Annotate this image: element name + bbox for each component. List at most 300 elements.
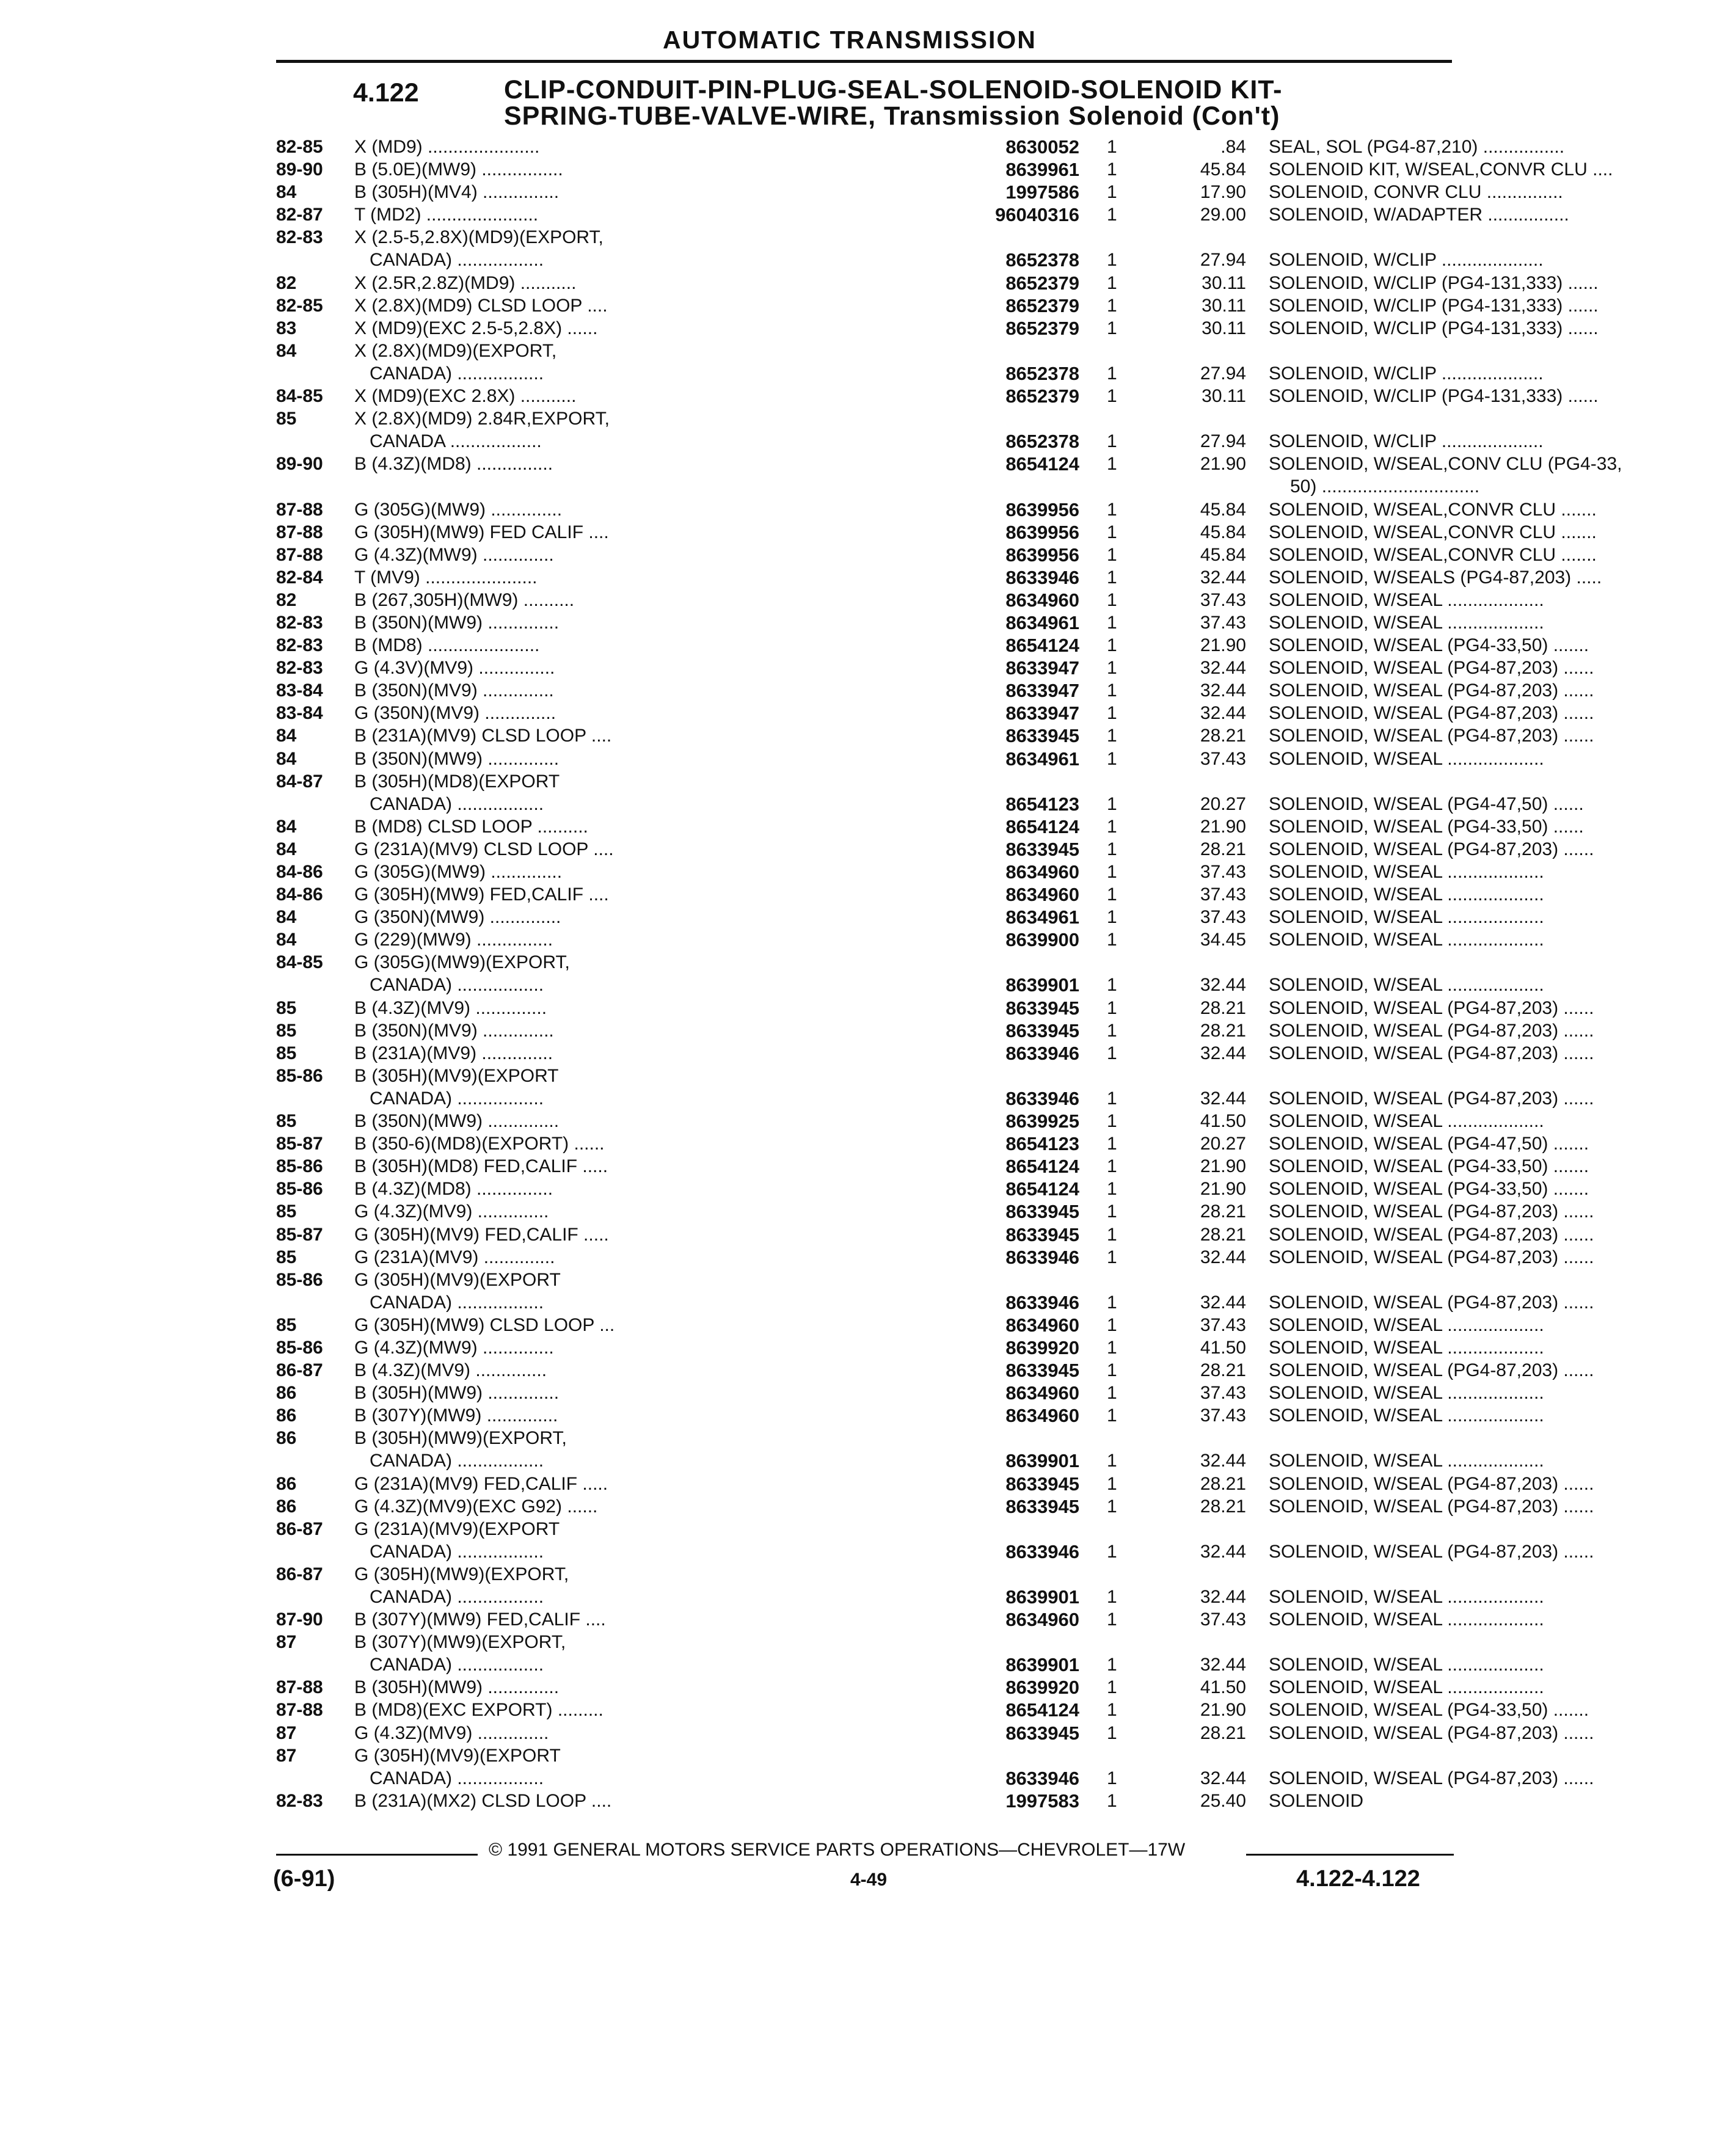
- price: 32.44: [1200, 680, 1246, 701]
- part-row: [276, 1699, 1589, 1721]
- part-row: [276, 385, 1599, 407]
- part-row: [276, 1563, 1455, 1586]
- quantity: 1: [1107, 1451, 1117, 1471]
- part-row: [276, 974, 1544, 996]
- quantity: 1: [1107, 1700, 1117, 1721]
- application: X (2.5-5,2.8X)(MD9)(EXPORT,: [354, 227, 604, 248]
- description: SOLENOID, W/SEAL (PG4-87,203) ......: [1269, 1722, 1594, 1743]
- application: T (MV9) ......................: [354, 567, 538, 588]
- part-number: 8639961: [1005, 159, 1079, 181]
- application: G (305H)(MW9) CLSD LOOP ...: [354, 1314, 615, 1335]
- part-number: 8652378: [1005, 249, 1079, 271]
- part-row: [276, 1200, 1594, 1223]
- part-row: [276, 498, 1597, 521]
- part-row: [276, 883, 1544, 906]
- part-row: [276, 1223, 1594, 1246]
- application: CANADA) .................: [370, 1088, 544, 1109]
- application: B (305H)(MD8) FED,CALIF .....: [354, 1156, 608, 1177]
- year-range: 85: [276, 1111, 297, 1132]
- year-range: 82: [276, 589, 297, 610]
- quantity: 1: [1107, 1179, 1117, 1200]
- price: 20.27: [1200, 793, 1246, 814]
- part-row: [276, 1744, 1455, 1767]
- price: 28.21: [1200, 1224, 1246, 1245]
- price: 21.90: [1200, 816, 1246, 837]
- application: CANADA) .................: [370, 1655, 544, 1675]
- part-row: [276, 249, 1544, 271]
- price: 37.43: [1200, 1383, 1246, 1404]
- application: B (MD8)(EXC EXPORT) .........: [354, 1700, 604, 1721]
- quantity: 1: [1107, 793, 1117, 814]
- description: SOLENOID, W/SEAL ...................: [1269, 1587, 1544, 1607]
- description: SOLENOID, W/SEAL ...................: [1269, 1111, 1544, 1132]
- year-range: 86: [276, 1428, 297, 1449]
- part-row: [276, 1653, 1544, 1676]
- quantity: 1: [1107, 884, 1117, 905]
- part-number: 8652378: [1005, 362, 1079, 384]
- description: SOLENOID, W/SEAL ...................: [1269, 1677, 1544, 1698]
- year-range: 85-86: [276, 1337, 323, 1358]
- part-number: 8634960: [1005, 1609, 1079, 1631]
- year-range: 84: [276, 816, 297, 837]
- application: B (305H)(MW9) ..............: [354, 1383, 560, 1404]
- year-range: 87-88: [276, 522, 323, 542]
- price: 21.90: [1200, 1700, 1246, 1721]
- year-range: 86: [276, 1405, 297, 1426]
- part-row: [276, 1631, 1455, 1653]
- application: G (305H)(MW9)(EXPORT,: [354, 1564, 569, 1584]
- price: 45.84: [1200, 522, 1246, 542]
- quantity: 1: [1107, 137, 1117, 157]
- part-row: [276, 294, 1599, 317]
- quantity: 1: [1107, 250, 1117, 271]
- quantity: 1: [1107, 1360, 1117, 1381]
- year-range: 85: [276, 997, 297, 1018]
- year-range: 84-86: [276, 862, 323, 882]
- year-range: 84: [276, 839, 297, 859]
- part-number: 8634961: [1005, 748, 1079, 770]
- price: 32.44: [1200, 703, 1246, 724]
- quantity: 1: [1107, 159, 1117, 180]
- year-range: 87-88: [276, 544, 323, 565]
- application: CANADA) .................: [370, 793, 544, 814]
- part-row: [276, 272, 1599, 294]
- part-number: 8639920: [1005, 1677, 1079, 1699]
- part-number: 1997586: [1005, 181, 1079, 203]
- quantity: 1: [1107, 205, 1117, 225]
- application: CANADA) .................: [370, 250, 544, 271]
- application: G (305H)(MV9)(EXPORT: [354, 1269, 561, 1290]
- quantity: 1: [1107, 1496, 1117, 1517]
- application: CANADA) .................: [370, 1768, 544, 1788]
- part-number: 8633946: [1005, 1767, 1079, 1789]
- application: B (305H)(MW9)(EXPORT,: [354, 1428, 567, 1449]
- price: 37.43: [1200, 1609, 1246, 1630]
- footer-rule-left: [276, 1854, 478, 1856]
- part-row: [276, 1790, 1455, 1812]
- part-row: [276, 1359, 1594, 1382]
- application: B (MD8) CLSD LOOP ..........: [354, 816, 588, 837]
- year-range: 82-83: [276, 1790, 323, 1811]
- year-range: 86: [276, 1473, 297, 1494]
- part-row: [276, 521, 1597, 544]
- quantity: 1: [1107, 816, 1117, 837]
- year-range: 89-90: [276, 454, 323, 475]
- application: B (231A)(MV9) ..............: [354, 1043, 553, 1063]
- part-number: 8633945: [1005, 725, 1079, 747]
- year-range: 85-86: [276, 1179, 323, 1200]
- description: 50) ...............................: [1290, 476, 1480, 497]
- part-row: [276, 226, 1455, 249]
- price: 37.43: [1200, 862, 1246, 882]
- application: X (MD9)(EXC 2.5-5,2.8X) ......: [354, 318, 598, 338]
- price: 32.44: [1200, 975, 1246, 996]
- quantity: 1: [1107, 726, 1117, 746]
- description: SOLENOID, W/SEAL (PG4-87,203) ......: [1269, 680, 1594, 701]
- price: 32.44: [1200, 1043, 1246, 1063]
- application: G (4.3Z)(MW9) ..............: [354, 1337, 554, 1358]
- part-row: [276, 770, 1455, 793]
- price: 27.94: [1200, 431, 1246, 452]
- description: SOLENOID, W/CLIP ....................: [1269, 431, 1544, 452]
- year-range: 89-90: [276, 159, 323, 180]
- part-row: [276, 1042, 1594, 1065]
- description: SOLENOID, W/SEAL ...................: [1269, 1655, 1544, 1675]
- year-range: 85: [276, 1247, 297, 1267]
- part-row: [276, 1473, 1594, 1495]
- description: SOLENOID, W/SEAL ...................: [1269, 884, 1544, 905]
- year-range: 85: [276, 1314, 297, 1335]
- quantity: 1: [1107, 907, 1117, 928]
- part-row: [276, 1586, 1544, 1608]
- footer-page-number: 4-49: [850, 1870, 888, 1890]
- application: B (267,305H)(MW9) ..........: [354, 589, 575, 610]
- description: SOLENOID, W/SEAL (PG4-87,203) ......: [1269, 703, 1594, 724]
- application: G (305H)(MW9) FED CALIF ....: [354, 522, 609, 542]
- description: SOLENOID, W/SEAL (PG4-87,203) ......: [1269, 1496, 1594, 1517]
- description: SOLENOID, W/SEAL (PG4-87,203) ......: [1269, 658, 1594, 679]
- year-range: 84: [276, 930, 297, 950]
- part-number: 8634960: [1005, 589, 1079, 611]
- price: 37.43: [1200, 589, 1246, 610]
- parts-list: [276, 136, 1622, 1812]
- price: 30.11: [1202, 272, 1246, 293]
- application: G (305G)(MW9)(EXPORT,: [354, 952, 570, 973]
- year-range: 84-85: [276, 386, 323, 407]
- part-row: [276, 1269, 1455, 1291]
- part-row: [276, 815, 1584, 838]
- quantity: 1: [1107, 1134, 1117, 1154]
- price: 30.11: [1202, 295, 1246, 316]
- year-range: 84: [276, 340, 297, 361]
- quantity: 1: [1107, 1201, 1117, 1222]
- quantity: 1: [1107, 862, 1117, 882]
- part-number: 8634961: [1005, 906, 1079, 928]
- quantity: 1: [1107, 1473, 1117, 1494]
- quantity: 1: [1107, 295, 1117, 316]
- part-row: [276, 1314, 1544, 1336]
- price: 28.21: [1200, 1473, 1246, 1494]
- part-number: 8633945: [1005, 1473, 1079, 1495]
- part-row: [276, 136, 1565, 158]
- part-row: [276, 566, 1602, 589]
- year-range: 87: [276, 1745, 297, 1766]
- description: SOLENOID, W/SEAL ...................: [1269, 930, 1544, 950]
- application: B (350N)(MV9) ..............: [354, 680, 554, 701]
- part-row: [276, 317, 1599, 340]
- application: G (305H)(MW9) FED,CALIF ....: [354, 884, 609, 905]
- price: 37.43: [1200, 907, 1246, 928]
- year-range: 82-83: [276, 227, 323, 248]
- description: SOLENOID, W/SEAL,CONVR CLU .......: [1269, 499, 1597, 520]
- part-number: 96040316: [995, 204, 1079, 226]
- part-row: [276, 1676, 1544, 1699]
- section-number: 4.122: [353, 78, 419, 108]
- description: SOLENOID, W/SEAL ...................: [1269, 1405, 1544, 1426]
- application: B (231A)(MV9) CLSD LOOP ....: [354, 726, 612, 746]
- year-range: 87-88: [276, 1700, 323, 1721]
- part-number: 8633946: [1005, 1087, 1079, 1109]
- year-range: 87-88: [276, 1677, 323, 1698]
- description: SOLENOID, W/SEAL (PG4-87,203) ......: [1269, 1473, 1594, 1494]
- part-row: [276, 657, 1594, 679]
- price: 28.21: [1200, 1722, 1246, 1743]
- quantity: 1: [1107, 1247, 1117, 1267]
- price: 21.90: [1200, 1156, 1246, 1177]
- price: 17.90: [1200, 182, 1246, 203]
- year-range: 86: [276, 1496, 297, 1517]
- part-number: 8654124: [1005, 815, 1079, 837]
- description: SOLENOID, W/SEAL (PG4-87,203) ......: [1269, 1292, 1594, 1313]
- part-number: 8652379: [1005, 294, 1079, 316]
- application: X (MD9) ......................: [354, 137, 540, 157]
- quantity: 1: [1107, 431, 1117, 452]
- part-number: 8633946: [1005, 1246, 1079, 1268]
- quantity: 1: [1107, 318, 1117, 338]
- part-number: 8652379: [1005, 385, 1079, 407]
- year-range: 84: [276, 907, 297, 928]
- application: G (4.3Z)(MV9) ..............: [354, 1201, 549, 1222]
- quantity: 1: [1107, 658, 1117, 679]
- description: SOLENOID, W/SEAL (PG4-87,203) ......: [1269, 1224, 1594, 1245]
- quantity: 1: [1107, 1292, 1117, 1313]
- description: SOLENOID, W/SEAL (PG4-47,50) ......: [1269, 793, 1584, 814]
- application: G (350N)(MV9) ..............: [354, 703, 556, 724]
- description: SOLENOID, W/SEALS (PG4-87,203) .....: [1269, 567, 1602, 588]
- year-range: 85: [276, 1201, 297, 1222]
- application: B (307Y)(MW9)(EXPORT,: [354, 1632, 566, 1653]
- description: SOLENOID: [1269, 1790, 1364, 1811]
- description: SOLENOID, W/SEAL (PG4-33,50) .......: [1269, 1156, 1589, 1177]
- application: B (350N)(MV9) ..............: [354, 1020, 554, 1041]
- application: B (305H)(MD8)(EXPORT: [354, 771, 560, 792]
- year-range: 85-86: [276, 1269, 323, 1290]
- quantity: 1: [1107, 454, 1117, 475]
- year-range: 83-84: [276, 703, 323, 724]
- part-number: 8652379: [1005, 272, 1079, 294]
- part-row: [276, 611, 1544, 634]
- part-row: [276, 793, 1584, 815]
- part-row: [276, 407, 1455, 430]
- application: B (305H)(MV4) ...............: [354, 182, 560, 203]
- year-range: 84-85: [276, 952, 323, 973]
- price: 32.44: [1200, 1451, 1246, 1471]
- quantity: 1: [1107, 1337, 1117, 1358]
- quantity: 1: [1107, 1790, 1117, 1811]
- part-row: [276, 906, 1544, 928]
- price: 28.21: [1200, 726, 1246, 746]
- year-range: 82-85: [276, 295, 323, 316]
- price: 29.00: [1200, 205, 1246, 225]
- description: SOLENOID, W/SEAL (PG4-33,50) .......: [1269, 1179, 1589, 1200]
- description: SOLENOID KIT, W/SEAL,CONVR CLU ....: [1269, 159, 1613, 180]
- section-title-line1: CLIP-CONDUIT-PIN-PLUG-SEAL-SOLENOID-SOLENOID KIT-: [504, 75, 1283, 104]
- price: 32.44: [1200, 1247, 1246, 1267]
- price: 45.84: [1200, 544, 1246, 565]
- part-row: [276, 1722, 1594, 1744]
- part-row: [276, 1495, 1594, 1518]
- description: SOLENOID, W/CLIP (PG4-131,333) ......: [1269, 318, 1599, 338]
- quantity: 1: [1107, 544, 1117, 565]
- description: SOLENOID, W/SEAL (PG4-87,203) ......: [1269, 1360, 1594, 1381]
- application: X (MD9)(EXC 2.8X) ...........: [354, 386, 577, 407]
- part-row: [276, 158, 1613, 181]
- application: X (2.8X)(MD9) CLSD LOOP ....: [354, 295, 608, 316]
- year-range: 82-83: [276, 658, 323, 679]
- application: G (231A)(MV9) FED,CALIF .....: [354, 1473, 608, 1494]
- part-number: 8633945: [1005, 1019, 1079, 1041]
- description: SOLENOID, W/SEAL ...................: [1269, 975, 1544, 996]
- quantity: 1: [1107, 1768, 1117, 1788]
- part-row: [276, 861, 1544, 883]
- quantity: 1: [1107, 522, 1117, 542]
- year-range: 85: [276, 1020, 297, 1041]
- price: 37.43: [1200, 1405, 1246, 1426]
- application: G (350N)(MW9) ..............: [354, 907, 561, 928]
- application: G (229)(MW9) ...............: [354, 930, 553, 950]
- part-number: 8639956: [1005, 544, 1079, 566]
- application: G (231A)(MV9) ..............: [354, 1247, 555, 1267]
- price: 37.43: [1200, 612, 1246, 633]
- price: 37.43: [1200, 748, 1246, 769]
- year-range: 87: [276, 1632, 297, 1653]
- quantity: 1: [1107, 930, 1117, 950]
- price: 21.90: [1200, 1179, 1246, 1200]
- price: 34.45: [1200, 930, 1246, 950]
- application: CANADA ..................: [370, 431, 542, 452]
- part-number: 8639956: [1005, 498, 1079, 520]
- price: 32.44: [1200, 567, 1246, 588]
- section-title-line2: SPRING-TUBE-VALVE-WIRE, Transmission Solenoid (Con't): [504, 101, 1280, 131]
- price: 28.21: [1200, 1496, 1246, 1517]
- part-row: [276, 181, 1563, 203]
- year-range: 84: [276, 726, 297, 746]
- part-row: [276, 1540, 1594, 1563]
- description: SOLENOID, W/SEAL,CONVR CLU .......: [1269, 544, 1597, 565]
- price: 37.43: [1200, 1314, 1246, 1335]
- year-range: 82-85: [276, 137, 323, 157]
- application: B (4.3Z)(MV9) ..............: [354, 1360, 547, 1381]
- part-number: 8633946: [1005, 1540, 1079, 1562]
- quantity: 1: [1107, 975, 1117, 996]
- year-range: 87-88: [276, 499, 323, 520]
- application: B (4.3Z)(MD8) ...............: [354, 454, 553, 475]
- part-number: 8639920: [1005, 1336, 1079, 1358]
- part-number: 8654123: [1005, 793, 1079, 815]
- part-row: [276, 589, 1544, 611]
- quantity: 1: [1107, 567, 1117, 588]
- description: SOLENOID, W/SEAL (PG4-87,203) ......: [1269, 839, 1594, 859]
- part-number: 8633945: [1005, 1223, 1079, 1245]
- footer-section-range: 4.122-4.122: [1296, 1866, 1420, 1892]
- part-row: [276, 453, 1622, 475]
- year-range: 84-86: [276, 884, 323, 905]
- application: B (350N)(MW9) ..............: [354, 748, 560, 769]
- part-row: [276, 1449, 1544, 1472]
- description: SOLENOID, W/SEAL (PG4-87,203) ......: [1269, 1541, 1594, 1562]
- application: CANADA) .................: [370, 1292, 544, 1313]
- year-range: 86-87: [276, 1518, 323, 1539]
- part-row: [276, 951, 1455, 974]
- part-number: 8634960: [1005, 1382, 1079, 1404]
- part-number: 8633945: [1005, 838, 1079, 860]
- part-number: 8654124: [1005, 1699, 1079, 1721]
- year-range: 85: [276, 409, 297, 429]
- application: B (4.3Z)(MV9) ..............: [354, 997, 547, 1018]
- quantity: 1: [1107, 1088, 1117, 1109]
- description: SOLENOID, W/SEAL ...................: [1269, 862, 1544, 882]
- description: SOLENOID, W/SEAL (PG4-47,50) .......: [1269, 1134, 1589, 1154]
- part-row: [276, 1155, 1589, 1178]
- price: 28.21: [1200, 1020, 1246, 1041]
- application: G (4.3Z)(MV9) ..............: [354, 1722, 549, 1743]
- quantity: 1: [1107, 748, 1117, 769]
- part-number: 8639900: [1005, 929, 1079, 951]
- application: CANADA) .................: [370, 1451, 544, 1471]
- part-number: 8639956: [1005, 521, 1079, 543]
- part-row: [276, 362, 1544, 385]
- application: G (4.3Z)(MW9) ..............: [354, 544, 554, 565]
- part-row: [276, 748, 1544, 770]
- part-number: 8633947: [1005, 657, 1079, 679]
- description: SOLENOID, W/SEAL ...................: [1269, 1314, 1544, 1335]
- year-range: 84-87: [276, 771, 323, 792]
- part-row: [276, 634, 1589, 657]
- part-number: 8639901: [1005, 974, 1079, 996]
- part-row: [276, 475, 1480, 498]
- quantity: 1: [1107, 1587, 1117, 1607]
- part-number: 8654123: [1005, 1133, 1079, 1155]
- part-row: [276, 430, 1544, 453]
- application: B (5.0E)(MW9) ................: [354, 159, 563, 180]
- application: CANADA) .................: [370, 1541, 544, 1562]
- description: SOLENOID, W/SEAL (PG4-87,203) ......: [1269, 726, 1594, 746]
- part-row: [276, 1427, 1455, 1449]
- quantity: 1: [1107, 1020, 1117, 1041]
- price: 45.84: [1200, 159, 1246, 180]
- description: SOLENOID, W/SEAL ...................: [1269, 1609, 1544, 1630]
- year-range: 82-87: [276, 205, 323, 225]
- part-number: 8633945: [1005, 1360, 1079, 1382]
- part-row: [276, 203, 1569, 226]
- price: 28.21: [1200, 839, 1246, 859]
- description: SOLENOID, W/SEAL (PG4-87,203) ......: [1269, 1043, 1594, 1063]
- part-number: 8634960: [1005, 1405, 1079, 1427]
- description: SOLENOID, W/CLIP (PG4-131,333) ......: [1269, 295, 1599, 316]
- price: 27.94: [1200, 250, 1246, 271]
- description: SOLENOID, W/CLIP ....................: [1269, 363, 1544, 384]
- application: X (2.8X)(MD9) 2.84R,EXPORT,: [354, 409, 610, 429]
